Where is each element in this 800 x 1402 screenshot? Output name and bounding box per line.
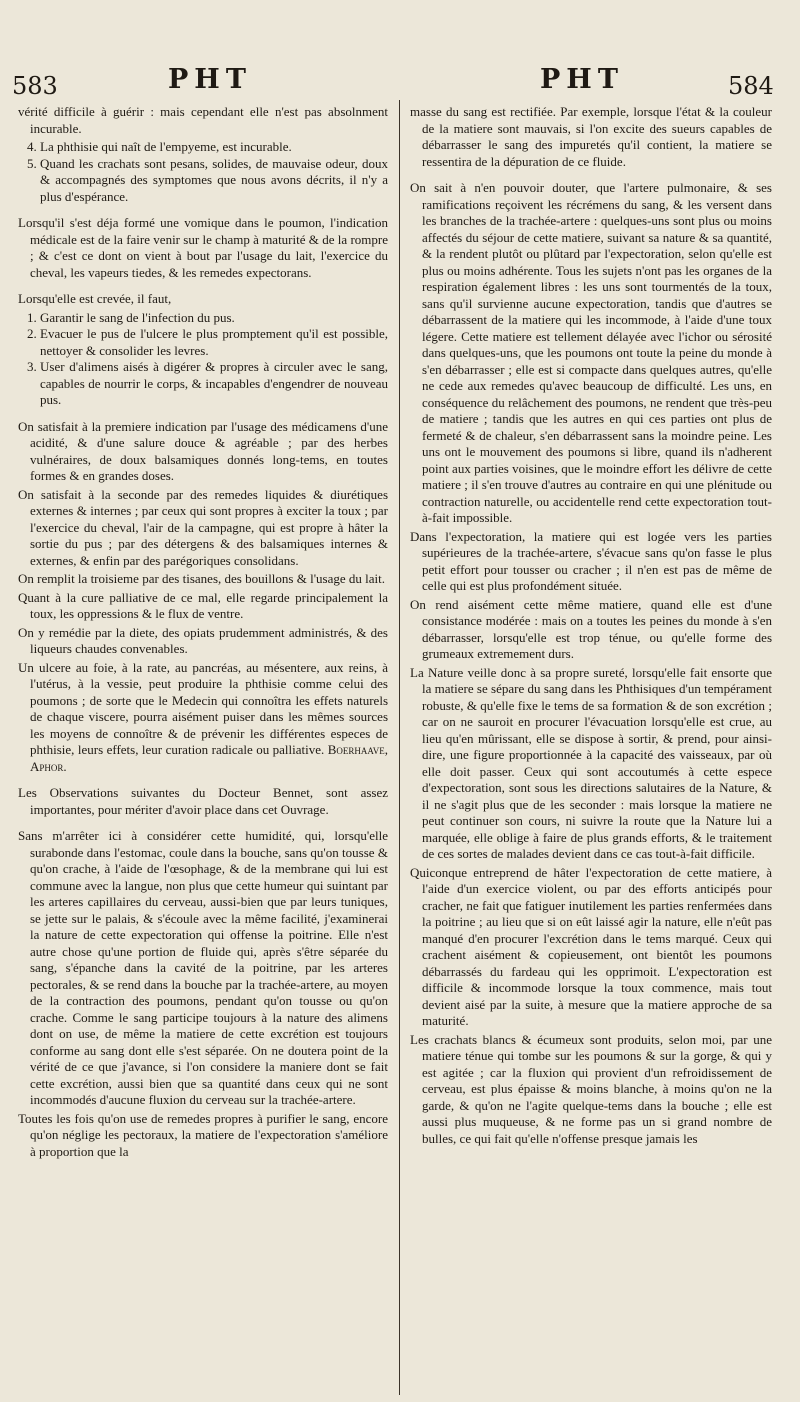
paragraph: Toutes les fois qu'on use de remedes propres à purifier le sang, encore qu'on néglige les pectoraux, la matiere de l'expectoration s'améliore à proportion que la xyxy=(18,1110,388,1159)
paragraph: On y remédie par la diete, des opiats prudemment administrés, & des liqueurs chaudes convenables. xyxy=(18,624,388,656)
paragraph: Sans m'arrêter ici à considérer cette humidité, qui, lorsqu'elle surabonde dans l'estomac, coule dans la bouche, sans qu'on tousse & qu'on crache, à l'aide de l'œsophage, & de la membrane qui lui est commune avec la langue, non plus que cette humeur qui suintant par les arteres capillaires du cerveau, aussi-bien que par leurs tuniques, se jette sur le palais, & s'écoule avec la même facilité, j'examinerai la nature de cette expectoration qui offense la poitrine. Elle n'est autre chose qu'une portion de fluide qui, après s'être séparée du sang, s'épanche dans la cavité de la poitrine, par les arteres pectorales, & se rend dans la bouche par la trachée-artere, au moyen de la contraction des poumons, pendant qu'on tousse ou qu'on crache. Comme le sang participe toujours à la nature des alimens dont on use, de même la matiere de cette excrétion est toujours conforme au sang dont elle s'est séparée. On ne doutera point de la vérité de ce que j'avance, si l'on considere la maniere dont se fait cette excrétion, aussi bien que sa quantité dans ceux qui ne sont incommodés d'aucune fluxion du cerveau sur la trachée-artere. xyxy=(18,828,388,1107)
citation: Boerhaave, Aphor. xyxy=(30,742,388,774)
right-page-number: 584 xyxy=(728,72,774,100)
list-item: 4. La phthisie qui naît de l'empyeme, est incurable. xyxy=(40,139,388,156)
paragraph: Quant à la cure palliative de ce mal, elle regarde principalement la toux, les oppressions & le flux de ventre. xyxy=(18,589,388,621)
paragraph: Les Observations suivantes du Docteur Bennet, sont assez importantes, pour mériter d'avoir place dans cet Ouvrage. xyxy=(18,785,388,817)
paragraph: On satisfait à la premiere indication par l'usage des médicamens d'une acidité, & d'une salure douce & agréable ; par des herbes vulnéraires, de doux balsamiques donnés long-tems, en toutes formes & en grandes doses. xyxy=(18,418,388,483)
left-running-head: PHT xyxy=(168,64,252,95)
paragraph: Lorsqu'elle est crevée, il faut, xyxy=(18,291,172,306)
paragraph: On satisfait à la seconde par des remedes liquides & diurétiques externes & internes ; par ceux qui sont propres à exciter la toux ; par l'exercice du cheval, l'air de la campagne, qui est propre à hâter la sortie du pus ; par des détergens & des balsamiques internes & externes, & enfin par des parégoriques consolidans. xyxy=(18,486,388,568)
right-column xyxy=(410,104,772,1402)
paragraph-text: Un ulcere au foie, à la rate, au pancréas, au mésentere, aux reins, à l'utérus, à la vessie, peut produire la phthisie comme celui des poumons ; de sorte que le Medecin qui connoîtra les effets naturels de chaque viscere, pourra aisément puiser dans les mêmes sources les moyens de connoître & de prévenir les différentes especes de phthisie, leurs effets, leur curation radicale ou palliative. xyxy=(18,659,388,757)
intro-line: vérité difficile à guérir : mais cependant elle n'est pas absolnment incurable. xyxy=(18,104,388,136)
paragraph: Dans l'expectoration, la matiere qui est logée vers les parties supérieures de la trachée-artere, s'évacue sans qu'on fasse le plus petit effort pour tousser ou cracher ; il n'en est pas de même de celle qui est plus profondément située. xyxy=(410,528,772,593)
paragraph: Lorsqu'il s'est déja formé une vomique dans le poumon, l'indication médicale est de la faire venir sur le champ à maturité & de la rompre ; & c'est ce dont on vient à bout par l'usage du lait, l'exercice du cheval, les vapeurs tiedes, & les remedes expectorans. xyxy=(18,215,388,280)
paragraph: On sait à n'en pouvoir douter, que l'artere pulmonaire, & ses ramifications reçoivent les récrémens du sang, & les versent dans les branches de la trachée-artere : quelques-uns sont plus ou moins affectés du séjour de cette matiere, suivant sa nature & sa quantité, & la rendent plutôt ou plûtard par l'expectoration, selon qu'elle est plus ou moins adhérente. Tous les sujets n'ont pas les organes de la respiration également libres : les uns sont tourmentés de la toux, sans qu'il survienne aucune expectoration, tandis que d'autres se débarrassent de la matiere qui les incommode, à l'aide d'une toux légere. Cette matiere est tellement délayée avec l'ichor ou sérosité dans quelques-uns, que les poumons ont toute la peine du monde à s'en débarrasser ; elle est si compacte dans quelques autres, qu'elle ne cede aux remedes qu'avec beaucoup de difficulté. Les uns, en conséquence du relâchement des poumons, ne rendent que très-peu de matiere ; tandis que les autres en qui ces parties ont plus de fermeté & de chaleur, s'en débarrassent sans la moindre peine. Les uns ont le mouvement des poumons si libre, quand ils n'adherent point aux parties voisines, que le moindre effort les délivre de cette matiere ; il s'en trouve d'autres au contraire en qui une plénitude ou contraction naturelle, ou accidentelle rend cette expectoration tout-à-fait impossible. xyxy=(410,180,772,525)
paragraph xyxy=(18,660,388,776)
paragraph: masse du sang est rectifiée. Par exemple, lorsque l'état & la couleur de la matiere sont mauvais, si l'on excite des sueurs capables de débarrasser le sang des impuretés qu'il contient, la matiere se ressentira de la dépuration de ce fluide. xyxy=(410,104,772,169)
list-item: 3. User d'alimens aisés à digérer & propres à circuler avec le sang, capables de nourrir le corps, & incapables d'engendrer de nouveau pus. xyxy=(40,359,388,409)
left-column xyxy=(18,104,388,1402)
column-divider xyxy=(399,100,400,1395)
paragraph: La Nature veille donc à sa propre sureté, lorsqu'elle fait ensorte que la matiere se sépare du sang dans les Phthisiques d'un tempérament robuste, & qu'elle fixe le tems de sa formation & de son excrétion ; car on ne sauroit en procurer l'évacuation lorsqu'elle est crue, au lieu qu'en mûrissant, elle se dispose à sortir, & prend, pour ainsi-dire, une figure proportionnée à la capacité des vaisseaux, par où elle doit passer. Ceux qui sont accoutumés à cette espece d'expectoration, sont sous les directions salutaires de la Nature, & il ne s'agit plus que de les seconder : mais lorsque la matiere ne peut continuer son cours, ni suivre la route que la Nature lui a marquée, elle oblige à faire de plus grands efforts, & le traitement de ces sortes de malades devient dans ce cas tout-à-fait difficile. xyxy=(410,664,772,861)
paragraph: On remplit la troisieme par des tisanes, des bouillons & l'usage du lait. xyxy=(18,571,385,586)
list-item: 2. Evacuer le pus de l'ulcere le plus promptement qu'il est possible, nettoyer & consolider les levres. xyxy=(40,326,388,359)
paragraph: Quiconque entreprend de hâter l'expectoration de cette matiere, à l'aide d'un exercice violent, ou par des efforts anticipés pour cracher, ne fait que fatiguer inutilement les parties renfermées dans la poitrine ; au lieu que si on eût laissé agir la nature, elle n'eût pas manqué d'en procurer l'excrétion dans le tems marqué. Ceux qui crachent aisément & copieusement, ont bientôt les poumons débarrassés du fardeau qui les opprimoit. L'expectoration est difficile & incommode lorsque la toux commence, mais tout devient aisé par la suite, à mesure que la matiere approche de sa maturité. xyxy=(410,864,772,1028)
paragraph: On rend aisément cette même matiere, quand elle est d'une consistance modérée : mais on a toutes les peines du monde à s'en débarrasser, lorsqu'elle est trop ténue, ou qu'elle forme des grumeaux extremement durs. xyxy=(410,596,772,661)
left-page-number: 583 xyxy=(12,72,58,100)
right-running-head: PHT xyxy=(540,64,624,95)
indication-list xyxy=(18,310,388,409)
list-item: 1. Garantir le sang de l'infection du pus. xyxy=(40,310,388,327)
list-item: 5. Quand les crachats sont pesans, solides, de mauvaise odeur, doux & accompagnés des symptomes que nous avons décrits, il n'y a plus d'espérance. xyxy=(40,156,388,206)
paragraph: Les crachats blancs & écumeux sont produits, selon moi, par une matiere ténue qui tombe sur les poumons & sur la gorge, & qui y est agitée ; car la fluxion qui provient d'un refroidissement de cerveau, est plus épaisse & moins blanche, à moins qu'on ne la garde, & qu'on ne l'agite quelque-tems dans la bouche ; elle est aussi plus muqueuse, & ne forme pas un si grand nombre de bulles, ce qui fait qu'elle n'offense presque jamais les xyxy=(410,1031,772,1146)
prognosis-list xyxy=(18,139,388,205)
